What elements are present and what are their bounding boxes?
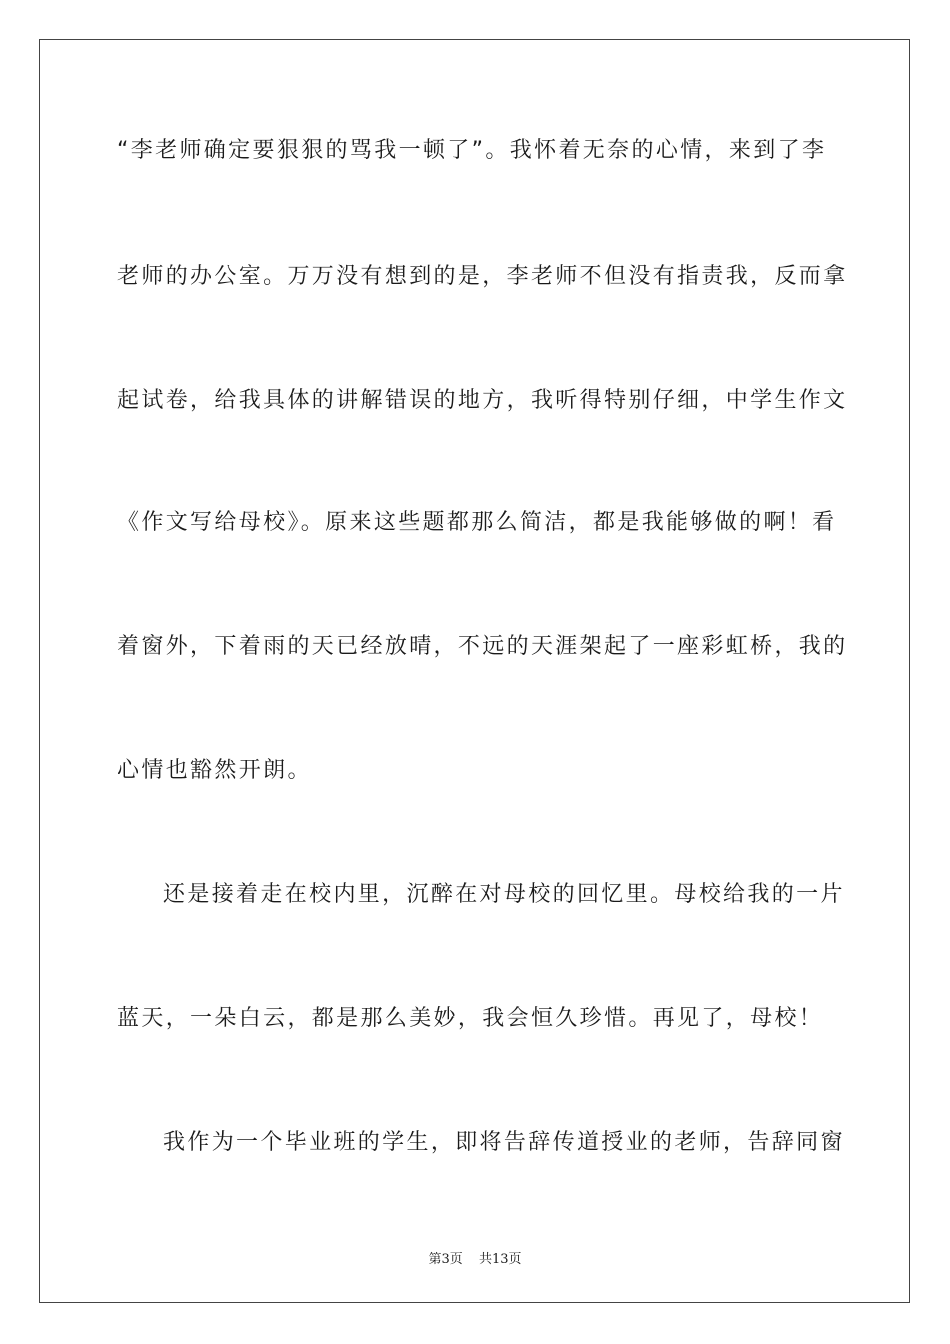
paragraph-3-line-1: 我作为一个毕业班的学生，即将告辞传道授业的老师，告辞同窗: [163, 1130, 845, 1155]
page-total: 共13页: [478, 1252, 522, 1267]
text-line-3: 起试卷，给我具体的讲解错误的地方，我听得特别仔细，中学生作文: [117, 388, 848, 413]
paragraph-2-line-2: 蓝天，一朵白云，都是那么美妙，我会恒久珍惜。再见了，母校！: [117, 1006, 824, 1031]
text-line-1: “李老师确定要狠狠的骂我一顿了”。我怀着无奈的心情，来到了李: [117, 138, 827, 163]
page-border: [39, 39, 910, 1303]
page-footer: [0, 1248, 950, 1267]
text-line-5: 着窗外，下着雨的天已经放晴，不远的天涯架起了一座彩虹桥，我的: [117, 634, 848, 659]
paragraph-2-line-1: 还是接着走在校内里，沉醉在对母校的回忆里。母校给我的一片: [163, 882, 845, 907]
text-line-4: 《作文写给母校》。原来这些题都那么简洁，都是我能够做的啊！看: [117, 510, 837, 535]
text-line-2: 老师的办公室。万万没有想到的是，李老师不但没有指责我，反而拿: [117, 264, 848, 289]
text-line-6: 心情也豁然开朗。: [117, 758, 312, 783]
page-number: 第3页: [428, 1252, 463, 1267]
